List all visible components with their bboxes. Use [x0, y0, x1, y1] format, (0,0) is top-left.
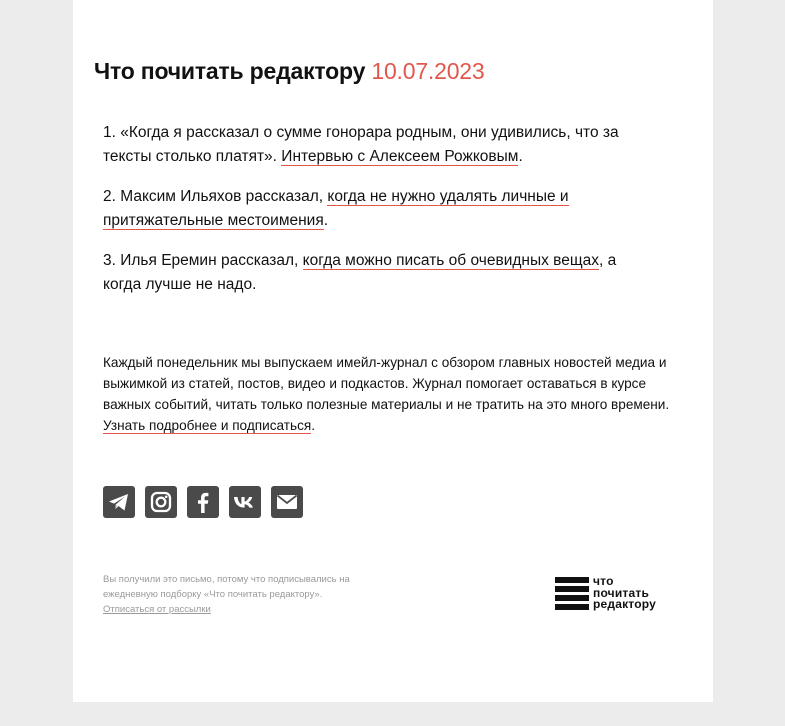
intro-text: Каждый понедельник мы выпускаем имейл-журнал с обзором главных новостей медиа и выжимкой из статей, постов, видео и подкастов. Журнал помогает оставаться в курсе важных событий, читать только полезные материалы и не тратить на это много времени.: [103, 355, 670, 412]
unsubscribe-link[interactable]: Отписаться от рассылки: [103, 604, 211, 615]
logo-bars-icon: [555, 577, 589, 610]
item-link[interactable]: когда не нужно удалять личные и притяжательные местоимения: [103, 188, 569, 229]
facebook-icon[interactable]: [187, 486, 219, 518]
logo-line: почитать: [593, 585, 650, 600]
logo-wordmark: [593, 576, 656, 611]
email-icon[interactable]: [271, 486, 303, 518]
item-link[interactable]: когда можно писать об очевидных вещах: [302, 252, 599, 269]
item-link[interactable]: Интервью с Алексеем Рожковым: [281, 148, 519, 165]
footer-note: [103, 572, 393, 617]
item-text-after: .: [323, 212, 329, 229]
title-text: Что почитать редактору: [94, 58, 366, 84]
logo-line: редактору: [593, 597, 656, 611]
item-text: 1. «Когда я рассказал о сумме гонорара родным, они удивились, что за тексты столько платят».: [103, 124, 619, 165]
subscribe-link[interactable]: Узнать подробнее и подписаться: [103, 418, 312, 433]
vk-icon[interactable]: [229, 486, 261, 518]
item-text-after: , а когда лучше не надо.: [103, 252, 617, 293]
footer-text: Вы получили это письмо, потому что подписывались на ежедневную подборку «Что почитать редактору».: [103, 574, 350, 600]
social-links: [103, 486, 303, 518]
list-item: [103, 185, 643, 233]
logo-line: что: [593, 574, 614, 588]
list-item: [103, 121, 643, 169]
logo: [555, 576, 656, 611]
item-text: 2. Максим Ильяхов рассказал,: [103, 188, 328, 205]
item-text: 3. Илья Еремин рассказал,: [103, 252, 303, 269]
page-title: [94, 58, 485, 85]
newsletter-intro: [103, 352, 688, 436]
email-card: [73, 0, 713, 702]
issue-date: 10.07.2023: [371, 58, 485, 84]
instagram-icon[interactable]: [145, 486, 177, 518]
list-item: [103, 249, 643, 297]
item-text-after: .: [518, 148, 523, 165]
telegram-icon[interactable]: [103, 486, 135, 518]
article-list: [103, 121, 643, 313]
intro-text-after: .: [311, 418, 316, 433]
